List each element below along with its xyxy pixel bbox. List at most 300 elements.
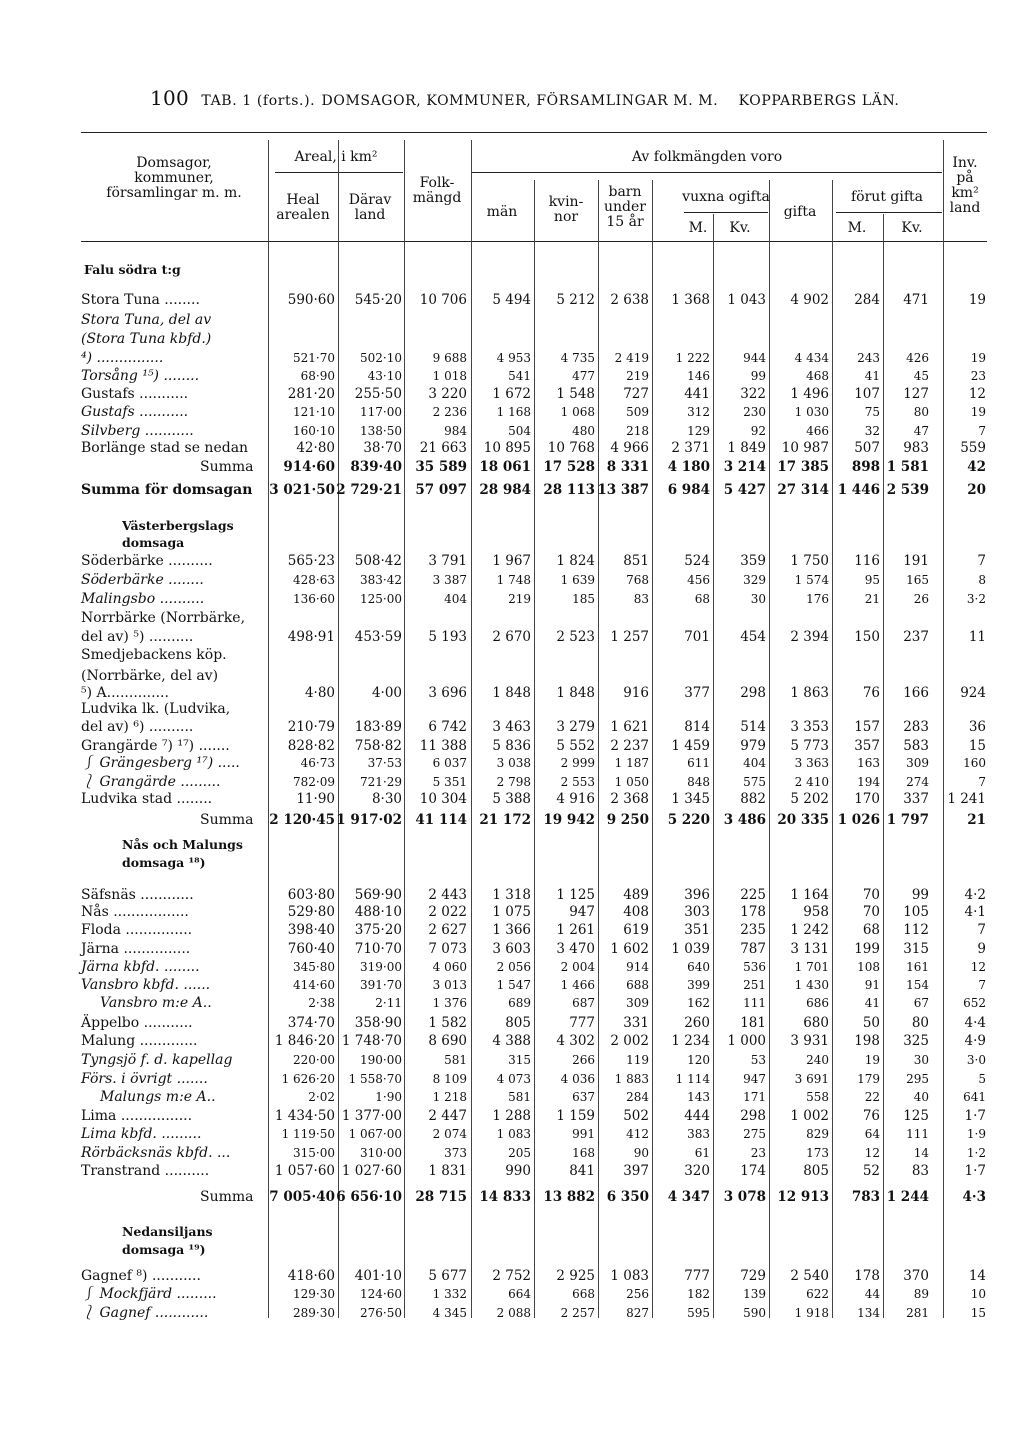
darav-land-header — [337, 193, 403, 223]
forut-kv-cell: 127 — [903, 386, 929, 402]
folkmangd-cell: 28 715 — [415, 1189, 467, 1205]
heal-arealen-cell: 603·80 — [287, 887, 335, 903]
forut-kv-cell: 1 244 — [886, 1189, 929, 1205]
man-cell: 14 833 — [479, 1189, 531, 1205]
gifta-cell: 3 691 — [794, 1072, 829, 1086]
header-line: M. — [847, 220, 867, 236]
header-line: Därav — [348, 192, 392, 208]
heal-arealen-cell: 160·10 — [293, 424, 335, 438]
gifta-cell: 4 434 — [794, 351, 829, 365]
vuxna-kv-cell: 178 — [740, 904, 766, 920]
kvinnor-cell: 2 999 — [560, 756, 595, 770]
inv-per-km2-cell: 19 — [970, 405, 986, 419]
vuxna-m-cell: 320 — [684, 1163, 710, 1179]
row-label: Norrbärke (Norrbärke, — [81, 610, 246, 626]
section-label: domsaga — [122, 535, 185, 550]
barn-cell: 2 002 — [610, 1033, 649, 1049]
row-label: Malungs m:e A.. — [100, 1089, 216, 1105]
header-line: kvin- — [548, 194, 584, 210]
forut-m-cell: 75 — [864, 405, 880, 419]
inv-per-km2-cell: 652 — [963, 996, 986, 1010]
man-cell: 1 083 — [496, 1127, 531, 1141]
header-line: M. — [688, 220, 708, 236]
folkmangd-cell: 2 447 — [428, 1108, 467, 1124]
vuxna-kv-cell: 1 043 — [727, 292, 766, 308]
darav-land-cell: 502·10 — [360, 351, 402, 365]
heal-arealen-cell: 220·00 — [293, 1053, 335, 1067]
man-cell: 1 547 — [496, 978, 531, 992]
forut-kv-cell: 165 — [906, 573, 929, 587]
kvinnor-cell: 687 — [572, 996, 595, 1010]
row-label: Järna kbfd. ........ — [81, 959, 200, 975]
kvinnor-cell: 185 — [572, 592, 595, 606]
vuxna-kv-cell: 3 486 — [723, 812, 766, 828]
forut-kv-cell: 161 — [906, 960, 929, 974]
inv-per-km2-cell: 10 — [970, 1287, 986, 1301]
forut-kv-cell: 370 — [903, 1268, 929, 1284]
row-label: Söderbärke ........ — [81, 572, 204, 588]
forut-kv-cell: 80 — [913, 405, 929, 419]
inv-per-km2-cell: 4·9 — [964, 1033, 986, 1049]
heal-arealen-cell: 565·23 — [287, 553, 335, 569]
header-line: vuxna ogifta — [682, 189, 770, 205]
forut-m-cell: 507 — [854, 440, 880, 456]
inv-per-km2-cell: 12 — [968, 386, 986, 402]
man-cell: 3 603 — [492, 941, 531, 957]
folkmangd-cell: 41 114 — [415, 812, 467, 828]
vuxna-kv-cell: 514 — [740, 719, 766, 735]
barn-cell: 827 — [626, 1306, 649, 1320]
gifta-cell: 622 — [806, 1287, 829, 1301]
gifta-cell: 1 701 — [794, 960, 829, 974]
inv-per-km2-cell: 7 — [978, 424, 986, 438]
forut-kv-cell: 166 — [903, 685, 929, 701]
forut-m-header — [837, 221, 877, 236]
vuxna-m-cell: 456 — [687, 573, 710, 587]
folkmangd-cell: 3 791 — [428, 553, 467, 569]
gifta-header — [770, 205, 830, 220]
heal-arealen-cell: 46·73 — [300, 756, 335, 770]
man-cell: 990 — [505, 1163, 531, 1179]
heal-arealen-cell: 590·60 — [287, 292, 335, 308]
forut-m-cell: 21 — [864, 592, 880, 606]
vuxna-m-cell: 396 — [684, 887, 710, 903]
row-label: Stora Tuna, del av — [81, 312, 212, 328]
kvinnor-cell: 3 470 — [556, 941, 595, 957]
folkmangd-cell: 35 589 — [415, 459, 467, 475]
vuxna-m-cell: 399 — [687, 978, 710, 992]
header-line: Areal, i km² — [294, 149, 378, 165]
heal-arealen-cell: 7 005·40 — [269, 1189, 335, 1205]
header-line: förut gifta — [851, 189, 923, 205]
row-label: Summa för domsagan — [81, 482, 253, 498]
gifta-cell: 558 — [806, 1090, 829, 1104]
forut-m-cell: 70 — [862, 904, 880, 920]
folkmangd-cell: 6 742 — [428, 719, 467, 735]
row-label: ⎱ Grangärde ......... — [81, 774, 221, 790]
av-folkmangden-header — [557, 150, 857, 165]
darav-land-cell: 1 917·02 — [336, 812, 402, 828]
vuxna-kv-cell: 1 849 — [727, 440, 766, 456]
page-number: 100 — [150, 86, 190, 110]
forut-m-cell: 194 — [857, 775, 880, 789]
heal-arealen-cell: 498·91 — [287, 629, 335, 645]
heal-arealen-cell: 418·60 — [287, 1268, 335, 1284]
darav-land-cell: 255·50 — [354, 386, 402, 402]
barn-cell: 502 — [623, 1108, 649, 1124]
heal-arealen-cell: 398·40 — [287, 922, 335, 938]
gifta-cell: 1 863 — [790, 685, 829, 701]
man-cell: 1 288 — [492, 1108, 531, 1124]
vuxna-m-cell: 595 — [687, 1306, 710, 1320]
heal-arealen-cell: 828·82 — [287, 738, 335, 754]
darav-land-cell: 2·11 — [375, 996, 402, 1010]
vuxna-kv-cell: 139 — [743, 1287, 766, 1301]
man-cell: 1 366 — [492, 922, 531, 938]
man-cell: 2 088 — [496, 1306, 531, 1320]
forut-kv-cell: 45 — [913, 369, 929, 383]
man-cell: 5 836 — [492, 738, 531, 754]
kvinnor-cell: 4 036 — [560, 1072, 595, 1086]
darav-land-cell: 183·89 — [354, 719, 402, 735]
vuxna-kv-cell: 979 — [740, 738, 766, 754]
row-label: Gagnef ⁸) ........... — [81, 1268, 201, 1284]
header-line: församlingar m. m. — [106, 185, 242, 201]
forut-m-cell: 1 026 — [837, 812, 880, 828]
row-label: Äppelbo ........... — [81, 1015, 193, 1031]
table-title: DOMSAGOR, KOMMUNER, FÖRSAMLINGAR M. M. — [321, 93, 719, 109]
gifta-cell: 468 — [806, 369, 829, 383]
row-label: Smedjebackens köp. — [81, 647, 227, 663]
gifta-cell: 829 — [806, 1127, 829, 1141]
inv-per-km2-cell: 1·2 — [966, 1146, 986, 1160]
heal-arealen-cell: 289·30 — [293, 1306, 335, 1320]
gifta-cell: 680 — [803, 1015, 829, 1031]
vuxna-kv-cell: 235 — [740, 922, 766, 938]
kvinnor-cell: 2 523 — [556, 629, 595, 645]
folkmangd-cell: 11 388 — [419, 738, 467, 754]
vuxna-kv-cell: 3 078 — [723, 1189, 766, 1205]
barn-cell: 1 083 — [610, 1268, 649, 1284]
man-cell: 28 984 — [479, 482, 531, 498]
header-top-rule — [81, 132, 987, 133]
folkmangd-cell: 3 220 — [428, 386, 467, 402]
forut-kv-cell: 295 — [906, 1072, 929, 1086]
folkmangd-cell: 8 109 — [432, 1072, 467, 1086]
inv-per-km2-cell: 9 — [977, 941, 986, 957]
folkmangd-cell: 9 688 — [432, 351, 467, 365]
darav-land-cell: 569·90 — [354, 887, 402, 903]
man-cell: 5 388 — [492, 791, 531, 807]
heal-arealen-cell: 1 846·20 — [274, 1033, 335, 1049]
kvinnor-cell: 2 925 — [556, 1268, 595, 1284]
darav-land-cell: 358·90 — [354, 1015, 402, 1031]
darav-land-cell: 375·20 — [354, 922, 402, 938]
vuxna-m-cell: 143 — [687, 1090, 710, 1104]
forut-m-cell: 163 — [857, 756, 880, 770]
barn-cell: 397 — [623, 1163, 649, 1179]
man-cell: 1 075 — [492, 904, 531, 920]
row-label: Lima kbfd. ......... — [81, 1126, 202, 1142]
man-cell: 1 848 — [492, 685, 531, 701]
heal-arealen-cell: 345·80 — [293, 960, 335, 974]
forut-kv-cell: 89 — [913, 1287, 929, 1301]
inv-per-km2-cell: 20 — [967, 482, 986, 498]
forut-m-cell: 68 — [862, 922, 880, 938]
forut-gifta-header — [835, 190, 939, 205]
forut-m-cell: 32 — [864, 424, 880, 438]
table-label: TAB. 1 (forts.). — [201, 93, 316, 109]
header-line: kommuner, — [134, 170, 214, 186]
row-label: Summa — [200, 812, 254, 828]
forut-m-cell: 243 — [857, 351, 880, 365]
vuxna-kv-cell: 171 — [743, 1090, 766, 1104]
heal-arealen-cell: 315·00 — [293, 1146, 335, 1160]
barn-cell: 408 — [623, 904, 649, 920]
row-label: Lima ................ — [81, 1108, 193, 1124]
barn-cell: 1 257 — [610, 629, 649, 645]
barn-cell: 83 — [633, 592, 649, 606]
forut-m-cell: 50 — [862, 1015, 880, 1031]
forut-kv-cell: 26 — [913, 592, 929, 606]
inv-per-km2-cell: 1·7 — [964, 1163, 986, 1179]
vuxna-kv-cell: 404 — [743, 756, 766, 770]
kvinnor-cell: 10 768 — [547, 440, 595, 456]
vuxna-ogifta-header — [671, 190, 781, 205]
kvinnor-cell: 1 848 — [556, 685, 595, 701]
darav-land-cell: 6 656·10 — [336, 1189, 402, 1205]
row-label: Silvberg ........... — [81, 423, 194, 439]
forut-kv-cell: 1 581 — [886, 459, 929, 475]
vuxna-m-cell: 701 — [684, 629, 710, 645]
man-cell: 4 073 — [496, 1072, 531, 1086]
barn-cell: 619 — [623, 922, 649, 938]
darav-land-cell: 190·00 — [360, 1053, 402, 1067]
header-line: km² — [951, 185, 979, 201]
kvinnor-cell: 1 261 — [556, 922, 595, 938]
man-cell: 581 — [508, 1090, 531, 1104]
darav-land-cell: 1 748·70 — [341, 1033, 402, 1049]
vuxna-m-cell: 5 220 — [667, 812, 710, 828]
forut-m-cell: 150 — [854, 629, 880, 645]
folkmangd-cell: 2 627 — [428, 922, 467, 938]
vuxna-kv-cell: 329 — [743, 573, 766, 587]
folkmangd-cell: 2 236 — [432, 405, 467, 419]
inv-per-km2-cell: 7 — [978, 775, 986, 789]
forut-m-cell: 12 — [864, 1146, 880, 1160]
man-cell: 4 388 — [492, 1033, 531, 1049]
row-label: ⎰ Mockfjärd ......... — [81, 1286, 217, 1302]
forut-m-cell: 170 — [854, 791, 880, 807]
vuxna-kv-cell: 111 — [743, 996, 766, 1010]
vuxna-m-cell: 441 — [684, 386, 710, 402]
man-cell: 541 — [508, 369, 531, 383]
header-line: Domsagor, — [136, 155, 212, 171]
barn-cell: 851 — [623, 553, 649, 569]
forut-m-cell: 357 — [854, 738, 880, 754]
barn-cell: 284 — [626, 1090, 649, 1104]
section-label: Nås och Malungs — [122, 837, 243, 852]
inv-per-km2-cell: 1·9 — [966, 1127, 986, 1141]
heal-arealen-cell: 1 434·50 — [274, 1108, 335, 1124]
kvinnor-cell: 1 548 — [556, 386, 595, 402]
inv-per-km2-cell: 5 — [978, 1072, 986, 1086]
forut-kv-cell: 14 — [913, 1146, 929, 1160]
vuxna-kv-header — [720, 221, 760, 236]
vuxna-m-cell: 1 345 — [671, 791, 710, 807]
folkmangd-cell: 4 060 — [432, 960, 467, 974]
forut-kv-header — [892, 221, 932, 236]
name-column-header — [84, 156, 264, 201]
forut-kv-cell: 2 539 — [886, 482, 929, 498]
darav-land-cell: 1 558·70 — [348, 1072, 402, 1086]
kvinnor-cell: 991 — [572, 1127, 595, 1141]
inv-per-km2-cell: 42 — [967, 459, 986, 475]
darav-land-cell: 138·50 — [360, 424, 402, 438]
forut-m-cell: 41 — [864, 369, 880, 383]
heal-arealen-cell: 782·09 — [293, 775, 335, 789]
inv-per-km2-cell: 160 — [963, 756, 986, 770]
folkmangd-cell: 21 663 — [419, 440, 467, 456]
inv-per-km2-cell: 23 — [970, 369, 986, 383]
vuxna-m-cell: 524 — [684, 553, 710, 569]
vuxna-m-cell: 1 039 — [671, 941, 710, 957]
av-subrule — [472, 172, 942, 173]
header-line: nor — [553, 209, 579, 225]
row-label: Ludvika stad ........ — [81, 791, 213, 807]
heal-arealen-cell: 11·90 — [296, 791, 335, 807]
gifta-cell: 2 410 — [794, 775, 829, 789]
inv-per-km2-cell: 7 — [977, 922, 986, 938]
man-cell: 4 953 — [496, 351, 531, 365]
man-cell: 10 895 — [483, 440, 531, 456]
inv-per-km2-cell: 924 — [960, 685, 986, 701]
folkmangd-cell: 581 — [444, 1053, 467, 1067]
vuxna-kv-cell: 787 — [740, 941, 766, 957]
darav-land-cell: 310·00 — [360, 1146, 402, 1160]
kvinnor-cell: 2 004 — [560, 960, 595, 974]
vuxna-kv-cell: 99 — [750, 369, 766, 383]
folkmangd-cell: 3 696 — [428, 685, 467, 701]
forut-m-cell: 178 — [854, 1268, 880, 1284]
forut-kv-cell: 47 — [913, 424, 929, 438]
darav-land-cell: 1 027·60 — [341, 1163, 402, 1179]
barn-cell: 412 — [626, 1127, 649, 1141]
inv-per-km2-cell: 36 — [968, 719, 986, 735]
vuxna-kv-cell: 251 — [743, 978, 766, 992]
header-line: land — [354, 207, 386, 223]
barn-cell: 2 368 — [610, 791, 649, 807]
kvinnor-cell: 17 528 — [543, 459, 595, 475]
vuxna-kv-cell: 181 — [740, 1015, 766, 1031]
row-label: ⁴) ............... — [81, 350, 164, 366]
inv-per-km2-cell: 15 — [968, 738, 986, 754]
inv-per-km2-cell: 559 — [960, 440, 986, 456]
kvinnor-cell: 637 — [572, 1090, 595, 1104]
kvinnor-cell: 4 916 — [556, 791, 595, 807]
vuxna-m-cell: 640 — [687, 960, 710, 974]
barn-header — [597, 185, 653, 230]
forut-kv-cell: 315 — [903, 941, 929, 957]
barn-cell: 13 387 — [597, 482, 649, 498]
barn-cell: 489 — [623, 887, 649, 903]
kvinnor-cell: 4 302 — [556, 1033, 595, 1049]
section-label: domsaga ¹⁸) — [122, 855, 206, 870]
darav-land-cell: 8·30 — [371, 791, 402, 807]
vuxna-m-header — [678, 221, 718, 236]
gifta-cell: 1 918 — [794, 1306, 829, 1320]
man-cell: 2 056 — [496, 960, 531, 974]
header-line: land — [949, 200, 981, 216]
inv-per-km2-cell: 11 — [968, 629, 986, 645]
vuxna-m-cell: 1 368 — [671, 292, 710, 308]
heal-arealen-cell: 1 119·50 — [281, 1127, 335, 1141]
heal-arealen-cell: 1 626·20 — [281, 1072, 335, 1086]
vuxna-kv-cell: 729 — [740, 1268, 766, 1284]
row-label: ⁵) A.............. — [81, 685, 169, 701]
folkmangd-cell: 1 582 — [428, 1015, 467, 1031]
gifta-cell: 466 — [806, 424, 829, 438]
darav-land-cell: 1·90 — [375, 1090, 402, 1104]
gifta-cell: 1 496 — [790, 386, 829, 402]
barn-cell: 331 — [623, 1015, 649, 1031]
row-label: Vansbro m:e A.. — [100, 995, 212, 1011]
barn-cell: 916 — [623, 685, 649, 701]
barn-cell: 90 — [633, 1146, 649, 1160]
darav-land-cell: 839·40 — [350, 459, 402, 475]
man-cell: 1 967 — [492, 553, 531, 569]
kvinnor-cell: 13 882 — [543, 1189, 595, 1205]
forut-kv-cell: 337 — [903, 791, 929, 807]
vuxna-m-cell: 611 — [687, 756, 710, 770]
barn-cell: 727 — [623, 386, 649, 402]
forut-m-cell: 783 — [851, 1189, 880, 1205]
row-label: Tyngsjö f. d. kapellag — [81, 1052, 233, 1068]
inv-per-km2-cell: 21 — [967, 812, 986, 828]
forut-kv-cell: 309 — [906, 756, 929, 770]
barn-cell: 914 — [626, 960, 649, 974]
forut-kv-cell: 283 — [903, 719, 929, 735]
forut-m-cell: 22 — [864, 1090, 880, 1104]
forut-m-cell: 76 — [862, 685, 880, 701]
vuxna-kv-cell: 225 — [740, 887, 766, 903]
vuxna-kv-cell: 590 — [743, 1306, 766, 1320]
vuxna-kv-cell: 5 427 — [723, 482, 766, 498]
region-title: KOPPARBERGS LÄN. — [738, 93, 900, 109]
vuxna-m-cell: 383 — [687, 1127, 710, 1141]
page-title — [150, 86, 899, 110]
row-label: Gustafs ........... — [81, 404, 189, 420]
forut-kv-cell: 99 — [911, 887, 929, 903]
row-label: Söderbärke .......... — [81, 553, 213, 569]
row-label: Järna ............... — [81, 941, 191, 957]
gifta-cell: 5 202 — [790, 791, 829, 807]
gifta-cell: 1 430 — [794, 978, 829, 992]
gifta-cell: 240 — [806, 1053, 829, 1067]
man-cell: 219 — [508, 592, 531, 606]
row-label: Borlänge stad se nedan — [81, 440, 249, 456]
kvinnor-cell: 1 159 — [556, 1108, 595, 1124]
inv-per-km2-cell: 3·0 — [966, 1053, 986, 1067]
gifta-cell: 2 394 — [790, 629, 829, 645]
kvinnor-cell: 5 552 — [556, 738, 595, 754]
forut-kv-cell: 30 — [913, 1053, 929, 1067]
man-cell: 1 168 — [496, 405, 531, 419]
heal-arealen-cell: 4·80 — [304, 685, 335, 701]
inv-per-km2-cell: 4·2 — [964, 887, 986, 903]
row-label: Rörbäcksnäs kbfd. ... — [81, 1145, 231, 1161]
kvinnor-cell: 168 — [572, 1146, 595, 1160]
